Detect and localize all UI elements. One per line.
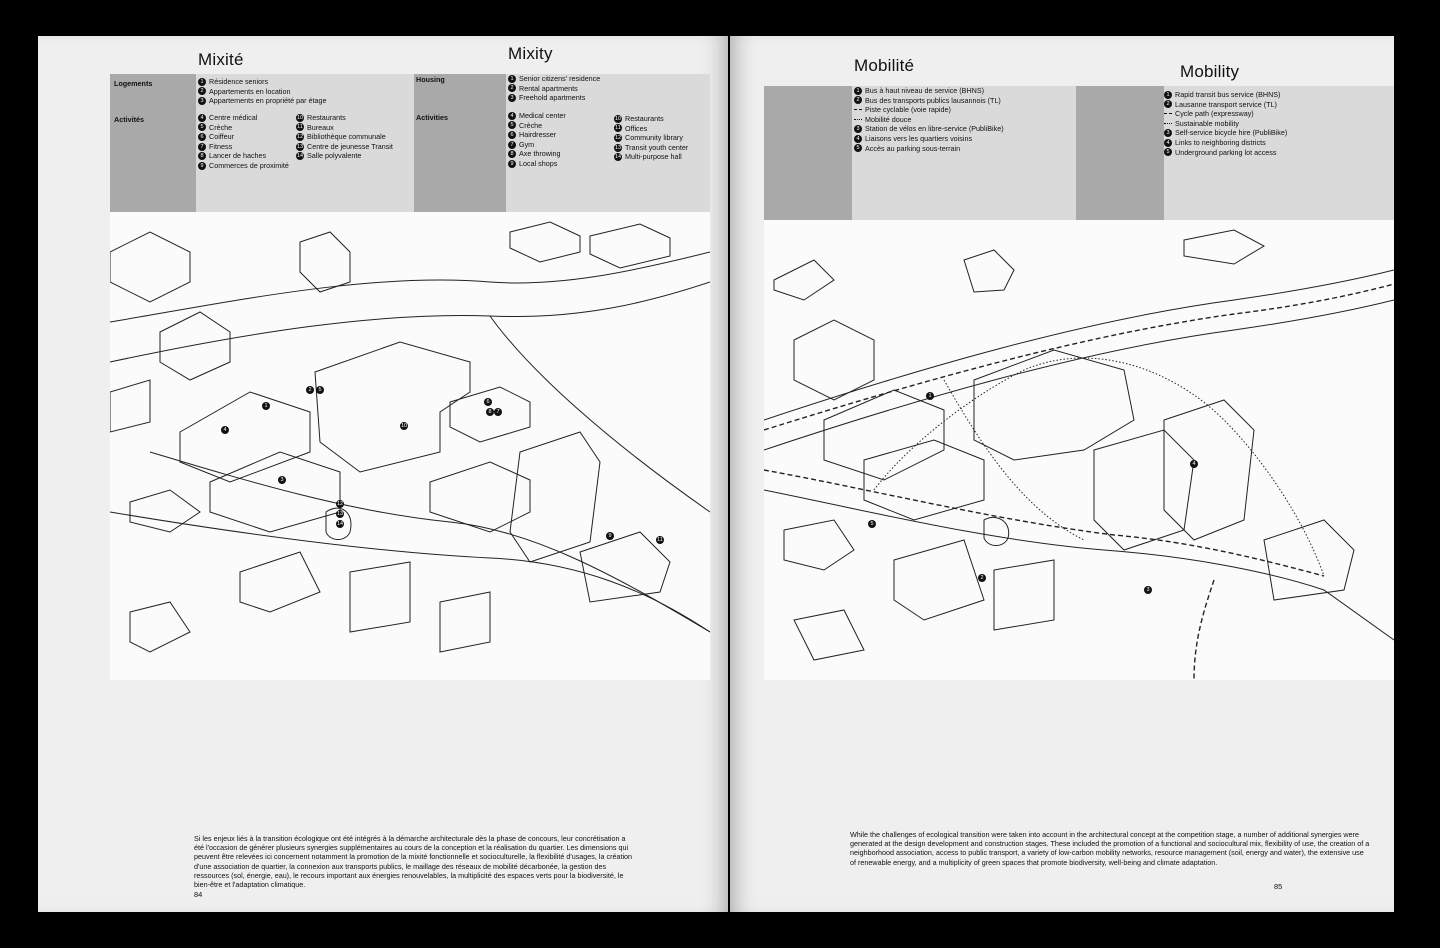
number-marker: 3 bbox=[1164, 129, 1172, 137]
dotted-line-icon bbox=[1164, 123, 1172, 124]
legend-item bbox=[296, 151, 393, 161]
legend-item-label: Underground parking lot access bbox=[1175, 147, 1277, 157]
building bbox=[994, 560, 1054, 630]
map-marker: 12 bbox=[336, 501, 344, 507]
dashed-line-icon bbox=[854, 109, 862, 110]
legend-list-activities-1 bbox=[508, 111, 566, 169]
legend-item bbox=[614, 124, 688, 134]
building bbox=[964, 250, 1014, 292]
building bbox=[350, 562, 410, 632]
building bbox=[440, 592, 490, 652]
map-marker: 5 bbox=[316, 386, 324, 394]
legend-item bbox=[1164, 109, 1287, 119]
road-line bbox=[764, 270, 1394, 420]
number-marker: 3 bbox=[198, 97, 206, 105]
building-block bbox=[1094, 430, 1194, 550]
building bbox=[160, 312, 230, 380]
number-marker: 6 bbox=[198, 133, 206, 141]
number-marker: 2 bbox=[198, 87, 206, 95]
number-marker: 7 bbox=[198, 143, 206, 151]
legend-item bbox=[854, 115, 1004, 125]
legend-item-label: Senior citizens' residence bbox=[519, 74, 601, 83]
legend-item bbox=[614, 143, 688, 153]
number-marker: 1 bbox=[1164, 91, 1172, 99]
legend-item bbox=[296, 123, 393, 133]
legend-item bbox=[296, 132, 393, 142]
building bbox=[130, 602, 190, 652]
legend-item-label: Self-service bicycle hire (PubliBike) bbox=[1175, 128, 1288, 138]
legend-item bbox=[614, 152, 688, 162]
legend-en bbox=[1164, 90, 1384, 170]
legend-item bbox=[1164, 148, 1287, 158]
number-marker: 5 bbox=[508, 121, 516, 129]
legend-item-label: Bureaux bbox=[307, 122, 334, 132]
building bbox=[240, 552, 320, 612]
building-block bbox=[180, 392, 310, 482]
building bbox=[300, 232, 350, 292]
building-block bbox=[510, 432, 600, 562]
building-block bbox=[210, 452, 340, 532]
number-marker: 8 bbox=[198, 152, 206, 160]
cycle-path-line bbox=[764, 470, 1324, 576]
site-plan-mixity-drawing bbox=[110, 212, 710, 680]
legend-item bbox=[198, 96, 326, 106]
legend-en bbox=[416, 74, 710, 208]
legend-category-activities: Activities bbox=[416, 113, 448, 122]
map-marker: 3 bbox=[278, 476, 286, 484]
legend-list-housing bbox=[508, 74, 600, 103]
building bbox=[110, 232, 190, 302]
legend-item bbox=[198, 161, 289, 171]
legend-list-mobility bbox=[1164, 90, 1287, 157]
legend-item bbox=[854, 124, 1004, 134]
legend-item-label: Liaisons vers les quartiers voisins bbox=[865, 133, 973, 143]
legend-item bbox=[198, 87, 326, 97]
legend-category-housing: Housing bbox=[416, 75, 445, 84]
building bbox=[894, 540, 984, 620]
legend-item-label: Links to neighboring districts bbox=[1175, 137, 1266, 147]
legend-item bbox=[198, 142, 289, 152]
number-marker: 10 bbox=[296, 114, 304, 121]
legend-item-label: Centre de jeunesse Transit bbox=[307, 141, 393, 151]
legend-item bbox=[1164, 100, 1287, 110]
page-title-fr: Mixité bbox=[198, 50, 244, 69]
number-marker: 14 bbox=[296, 153, 304, 160]
legend-item-label: Centre médical bbox=[209, 113, 258, 122]
number-marker: 13 bbox=[296, 143, 304, 150]
legend-item bbox=[198, 151, 289, 161]
building-block bbox=[864, 440, 984, 520]
legend-category-activities: Activités bbox=[114, 115, 144, 124]
number-marker: 10 bbox=[614, 115, 622, 122]
soft-mobility-path bbox=[874, 358, 1324, 576]
map-marker: 1 bbox=[262, 402, 270, 410]
map-marker: 8 bbox=[486, 408, 494, 416]
legend-item bbox=[198, 123, 289, 133]
number-marker: 3 bbox=[854, 125, 862, 133]
legend-list-activities-2 bbox=[614, 114, 688, 162]
legend-item-label: Station de vélos en libre-service (PubliBike) bbox=[865, 124, 1004, 134]
building bbox=[110, 380, 150, 432]
legend-item-label: Commerces de proximité bbox=[209, 160, 289, 170]
legend-item-label: Cycle path (expressway) bbox=[1175, 109, 1254, 119]
legend-item-label: Bus à haut niveau de service (BHNS) bbox=[865, 86, 985, 95]
road-line bbox=[150, 452, 710, 632]
legend-item bbox=[508, 159, 566, 169]
body-text-fr: Si les enjeux liés à la transition écologique ont été intégrés à la démarche architecturale dès la phase de concours, leur concrétisation a été l'occasion de générer plusieurs synergies supplémentaires au cours de la conception et la réalisation du quartier. Les dimensions qui peuvent être relevées ici concernent notamment la promotion de la mixité fonctionnelle et socioculturelle, la flexibilité d'usages, la création d'une association de quartier, la connexion aux transports publics, le maillage des réseaux de mobilité décarbonée, la gestion des ressources (sol, énergie, eau), le recours important aux énergies renouvelables, la multiplicité des espaces verts pour la biodiversité, le bien-être et l'adaptation climatique. bbox=[194, 834, 633, 890]
map-marker: 11 bbox=[657, 537, 663, 543]
legend-item bbox=[854, 144, 1004, 154]
legend-item bbox=[1164, 90, 1287, 100]
number-marker: 1 bbox=[854, 87, 862, 95]
legend-item-label: Salle polyvalente bbox=[307, 151, 362, 161]
legend-item-label: Axe throwing bbox=[519, 149, 561, 159]
map-marker: 7 bbox=[494, 408, 502, 416]
building bbox=[590, 224, 670, 268]
legend-item-label: Transit youth center bbox=[625, 142, 689, 152]
number-marker: 2 bbox=[1164, 100, 1172, 108]
legend-item-label: Résidence seniors bbox=[209, 77, 269, 86]
number-marker: 1 bbox=[508, 75, 516, 83]
legend-item bbox=[1164, 119, 1287, 129]
pavilion bbox=[984, 517, 1009, 545]
legend-item-label: Sustainable mobility bbox=[1175, 118, 1239, 128]
map-marker: 13 bbox=[336, 511, 344, 517]
number-marker: 11 bbox=[297, 124, 303, 131]
building-block bbox=[1164, 400, 1254, 540]
dotted-line-icon bbox=[854, 119, 862, 120]
legend-item-label: Accès au parking sous-terrain bbox=[865, 143, 961, 153]
legend-item-label: Mobilité douce bbox=[865, 114, 912, 124]
page-number: 84 bbox=[194, 890, 203, 899]
number-marker: 4 bbox=[854, 135, 862, 143]
legend-item-label: Multi-purpose hall bbox=[625, 152, 682, 162]
map-marker: 3 bbox=[1144, 586, 1152, 594]
building bbox=[784, 520, 854, 570]
map-marker: 4 bbox=[1190, 460, 1198, 468]
number-marker: 9 bbox=[508, 160, 516, 168]
number-marker: 12 bbox=[614, 134, 622, 141]
site-plan-mobility bbox=[764, 220, 1394, 680]
legend-category-housing: Logements bbox=[114, 79, 153, 88]
number-marker: 2 bbox=[854, 96, 862, 104]
legend-item-label: Appartements en location bbox=[209, 86, 291, 96]
number-marker: 3 bbox=[508, 94, 516, 102]
legend-item-label: Fitness bbox=[209, 141, 233, 151]
legend-item-label: Coiffeur bbox=[209, 132, 235, 142]
legend-item bbox=[198, 77, 326, 87]
page-number: 85 bbox=[1274, 882, 1283, 891]
legend-item-label: Medical center bbox=[519, 111, 566, 120]
number-marker: 11 bbox=[615, 125, 621, 132]
number-marker: 4 bbox=[198, 114, 206, 122]
legend-item bbox=[198, 113, 289, 123]
legend-item bbox=[508, 130, 566, 140]
legend-item-label: Restaurants bbox=[307, 113, 346, 122]
legend-item bbox=[508, 140, 566, 150]
legend-item bbox=[296, 142, 393, 152]
dashed-line-icon bbox=[1164, 113, 1172, 114]
right-page bbox=[730, 36, 1394, 912]
number-marker: 4 bbox=[1164, 139, 1172, 147]
page-title-en: Mobility bbox=[1180, 62, 1240, 81]
legend-item bbox=[296, 113, 393, 123]
legend-item bbox=[508, 149, 566, 159]
road-line bbox=[490, 316, 710, 512]
legend-item bbox=[1164, 128, 1287, 138]
legend-item-label: Hairdresser bbox=[519, 130, 557, 140]
legend-item-label: Local shops bbox=[519, 158, 558, 168]
building-block bbox=[974, 350, 1134, 460]
number-marker: 5 bbox=[198, 123, 206, 131]
legend-item-label: Community library bbox=[625, 133, 683, 143]
number-marker: 12 bbox=[296, 133, 304, 140]
number-marker: 14 bbox=[614, 154, 622, 161]
legend-item bbox=[854, 134, 1004, 144]
number-marker: 7 bbox=[508, 141, 516, 149]
legend-item bbox=[614, 114, 688, 124]
legend-item bbox=[508, 93, 600, 103]
number-marker: 1 bbox=[198, 78, 206, 86]
road-line bbox=[764, 300, 1394, 450]
left-page bbox=[38, 36, 728, 912]
map-marker: 4 bbox=[221, 426, 229, 434]
building bbox=[774, 260, 834, 300]
number-marker: 13 bbox=[614, 144, 622, 151]
legend-item-label: Piste cyclable (voie rapide) bbox=[865, 105, 951, 115]
legend-label-column-en bbox=[1076, 86, 1164, 220]
map-marker: 2 bbox=[978, 574, 986, 582]
legend-item-label: Lausanne transport service (TL) bbox=[1175, 99, 1277, 109]
legend-item bbox=[854, 86, 1004, 96]
legend-item-label: Offices bbox=[625, 123, 648, 133]
legend-item bbox=[508, 121, 566, 131]
map-marker: 2 bbox=[306, 386, 314, 394]
road-line bbox=[110, 282, 710, 362]
number-marker: 2 bbox=[508, 84, 516, 92]
number-marker: 4 bbox=[508, 112, 516, 120]
body-text-en: While the challenges of ecological transition were taken into account in the architectural concept at the competition stage, a number of additional synergies were generated at the design development and construction stages. These included the promotion of a functional and sociocultural mix, flexibility of use, the creation of a neighborhood association, access to public transport, a variety of low-carbon mobility networks, resource management (soil, energy and water), the extensive use of renewable energy, and a multiplicity of green spaces that promote biodiversity, well-being and climate adaptation. bbox=[850, 830, 1370, 867]
legend-item-label: Gym bbox=[519, 139, 535, 149]
building-block bbox=[824, 390, 944, 480]
road-line bbox=[764, 490, 1394, 640]
page-title-en: Mixity bbox=[508, 44, 553, 63]
page-title-fr: Mobilité bbox=[854, 56, 915, 75]
cycle-path-line bbox=[1194, 580, 1214, 680]
legend-item-label: Restaurants bbox=[625, 114, 664, 123]
number-marker: 5 bbox=[1164, 148, 1172, 156]
map-marker: 10 bbox=[400, 423, 408, 429]
legend-item-label: Appartements en propriété par étage bbox=[209, 96, 327, 106]
map-marker: 5 bbox=[868, 520, 876, 528]
building bbox=[130, 490, 200, 532]
map-marker: 1 bbox=[926, 392, 934, 400]
legend-item-label: Crèche bbox=[519, 120, 543, 130]
map-marker: 6 bbox=[484, 398, 492, 406]
legend-fr bbox=[112, 77, 412, 209]
map-marker: 9 bbox=[606, 532, 614, 540]
number-marker: 8 bbox=[508, 150, 516, 158]
legend-item-label: Freehold apartments bbox=[519, 93, 586, 103]
legend-item bbox=[614, 133, 688, 143]
legend-item bbox=[508, 84, 600, 94]
number-marker: 6 bbox=[508, 131, 516, 139]
building-block bbox=[315, 342, 470, 472]
number-marker: 5 bbox=[854, 144, 862, 152]
legend-item bbox=[854, 96, 1004, 106]
legend-item bbox=[198, 132, 289, 142]
map-marker: 14 bbox=[336, 521, 344, 527]
legend-item bbox=[854, 105, 1004, 115]
building bbox=[1184, 230, 1264, 264]
legend-item bbox=[1164, 138, 1287, 148]
legend-item bbox=[508, 74, 600, 84]
site-plan-mobility-drawing bbox=[764, 220, 1394, 680]
building bbox=[794, 610, 864, 660]
number-marker: 9 bbox=[198, 162, 206, 170]
legend-label-column-fr bbox=[764, 86, 852, 220]
building bbox=[510, 222, 580, 262]
legend-list-housing bbox=[198, 77, 326, 106]
legend-item-label: Lancer de haches bbox=[209, 151, 267, 161]
legend-fr bbox=[854, 86, 1074, 166]
legend-list-activities-1 bbox=[198, 113, 289, 171]
legend-item bbox=[508, 111, 566, 121]
legend-list-activities-2 bbox=[296, 113, 393, 161]
legend-list-mobility bbox=[854, 86, 1004, 153]
legend-item-label: Crèche bbox=[209, 122, 233, 132]
site-plan-mixity bbox=[110, 212, 710, 680]
legend-item-label: Rapid transit bus service (BHNS) bbox=[1175, 90, 1281, 99]
legend-item-label: Bibliothèque communale bbox=[307, 132, 386, 142]
legend-item-label: Rental apartments bbox=[519, 83, 578, 93]
building-block bbox=[1264, 520, 1354, 600]
legend-item-label: Bus des transports publics lausannois (TL) bbox=[865, 95, 1001, 105]
